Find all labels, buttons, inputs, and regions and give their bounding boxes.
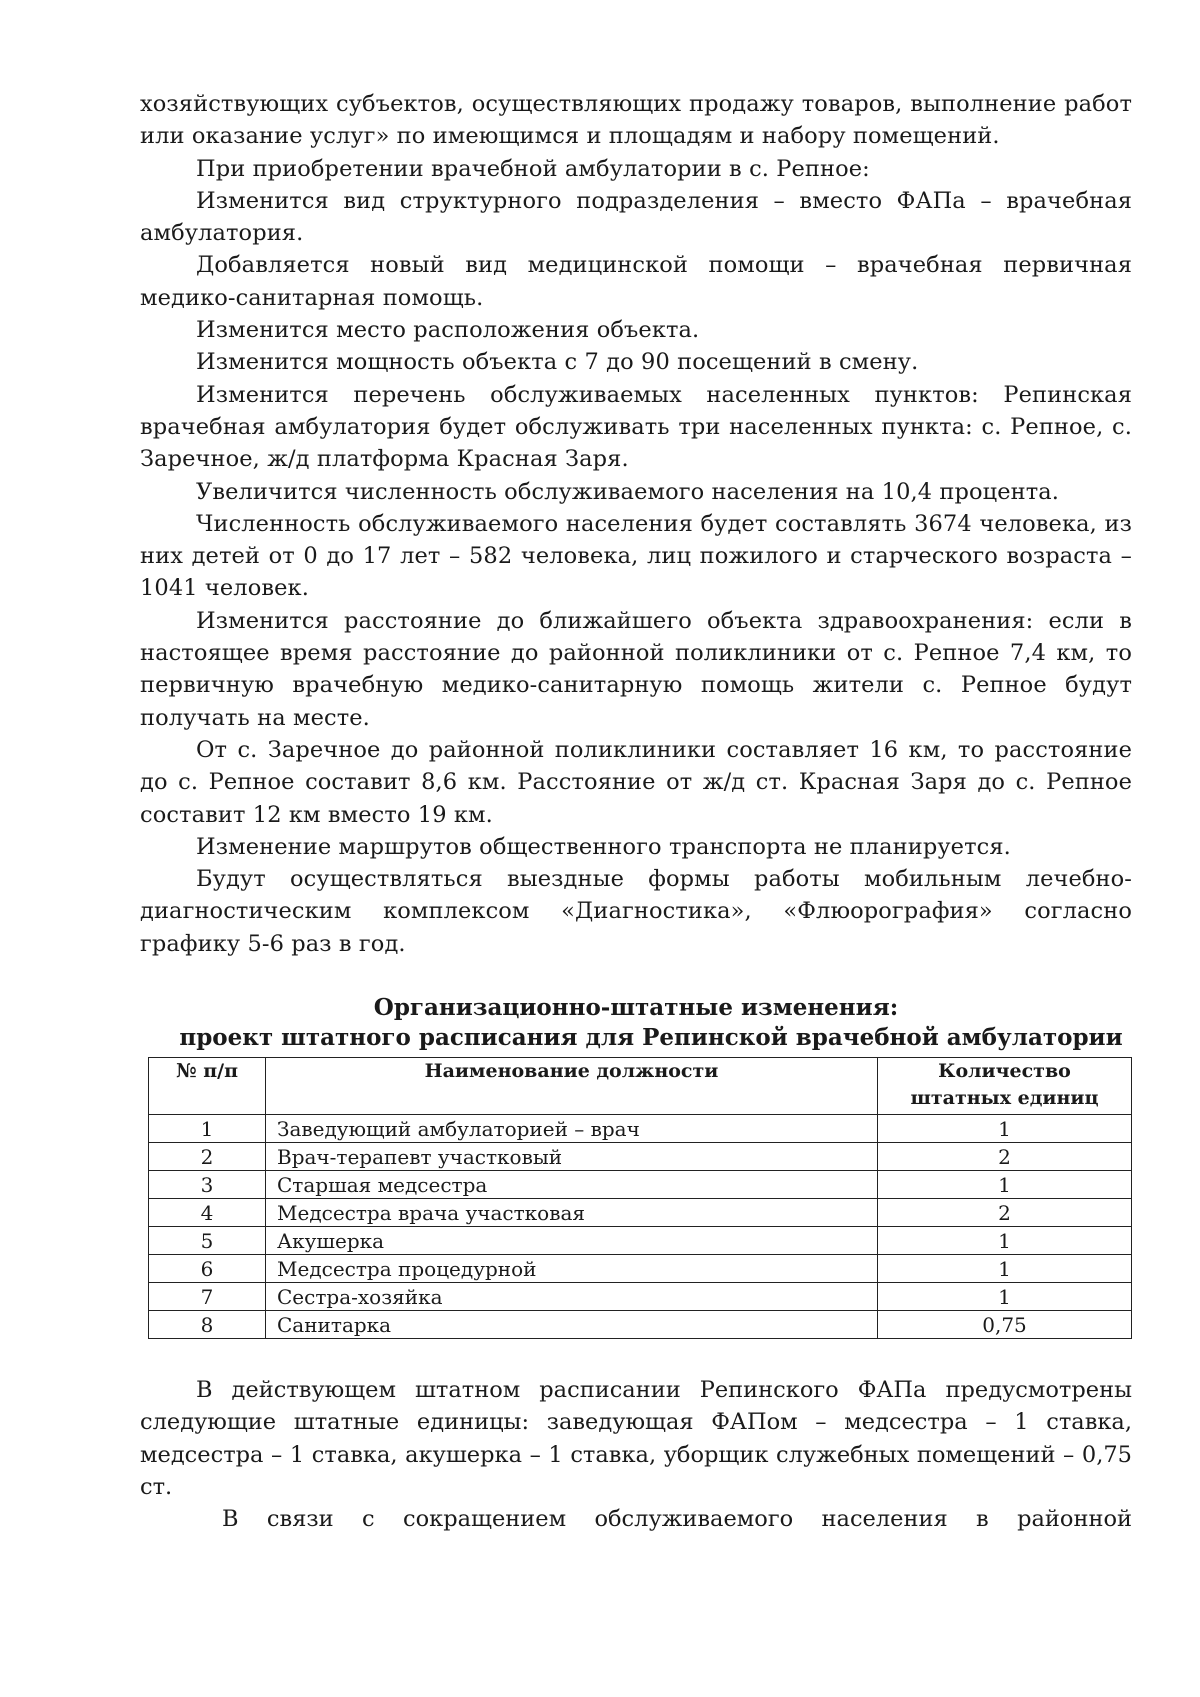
table-row xyxy=(149,1171,1132,1199)
cell-qty: 1 xyxy=(878,1227,1132,1255)
paragraph-5: Изменится место расположения объекта. xyxy=(196,317,700,344)
table-row xyxy=(149,1199,1132,1227)
paragraph-6: Изменится мощность объекта с 7 до 90 посещений в смену. xyxy=(196,349,919,376)
paragraph-4: Добавляется новый вид медицинской помощи – врачебная первичная медико-санитарная помощь. xyxy=(140,252,1132,311)
header-name: Наименование должности xyxy=(266,1058,878,1115)
section-title xyxy=(140,993,1132,1053)
cell-num: 2 xyxy=(149,1143,266,1171)
cell-qty: 2 xyxy=(878,1143,1132,1171)
cell-name: Акушерка xyxy=(266,1227,878,1255)
paragraph-3: Изменится вид структурного подразделения – вместо ФАПа – врачебная амбулатория. xyxy=(140,187,1132,247)
body-text xyxy=(140,88,1132,960)
table-row xyxy=(149,1255,1132,1283)
paragraph-8: Увеличится численность обслуживаемого населения на 10,4 процента. xyxy=(196,478,1060,505)
cell-name: Санитарка xyxy=(266,1311,878,1339)
cell-name: Медсестра процедурной xyxy=(266,1255,878,1283)
table-row xyxy=(149,1227,1132,1255)
cell-name: Старшая медсестра xyxy=(266,1171,878,1199)
cell-num: 5 xyxy=(149,1227,266,1255)
cell-name: Заведующий амбулаторией – врач xyxy=(266,1115,878,1143)
last-line-word: связи xyxy=(266,1506,334,1533)
header-qty: Количество штатных единиц xyxy=(878,1058,1132,1115)
table-row xyxy=(149,1115,1132,1143)
last-line-word: с xyxy=(362,1506,375,1533)
last-line-word: в xyxy=(976,1506,989,1533)
cell-qty: 1 xyxy=(878,1115,1132,1143)
table-row xyxy=(149,1143,1132,1171)
paragraph-10: Изменится расстояние до ближайшего объекта здравоохранения: если в настоящее время расстояние до районной поликлиники от с. Репное 7,4 км, то первичную врачебную медико-санитарную помощь жители с. Репное будут получать на месте. xyxy=(140,607,1132,731)
cell-qty: 1 xyxy=(878,1283,1132,1311)
last-line-word: районной xyxy=(1017,1506,1132,1533)
header-num: № п/п xyxy=(149,1058,266,1115)
staff-table xyxy=(148,1057,1132,1339)
last-line-word: В xyxy=(222,1506,239,1533)
cell-qty: 2 xyxy=(878,1199,1132,1227)
last-line-word: населения xyxy=(821,1506,948,1533)
last-line xyxy=(140,1503,1132,1535)
cell-name: Сестра-хозяйка xyxy=(266,1283,878,1311)
paragraph-2: При приобретении врачебной амбулатории в с. Репное: xyxy=(196,155,870,182)
paragraph-1: хозяйствующих субъектов, осуществляющих продажу товаров, выполнение работ или оказание услуг» по имеющимся и площадям и набору помещений. xyxy=(140,91,1132,150)
cell-num: 1 xyxy=(149,1115,266,1143)
last-line-word: обслуживаемого xyxy=(594,1506,794,1533)
paragraph-13: Будут осуществляться выездные формы работы мобильным лечебно-диагностическим комплексом «Диагностика», «Флюорография» согласно графику 5-6 раз в год. xyxy=(140,866,1132,957)
cell-name: Врач-терапевт участковый xyxy=(266,1143,878,1171)
cell-num: 3 xyxy=(149,1171,266,1199)
closing-text xyxy=(140,1374,1132,1535)
cell-num: 8 xyxy=(149,1311,266,1339)
section-title-line-1: Организационно-штатные изменения: xyxy=(373,994,899,1021)
paragraph-9: Численность обслуживаемого населения будет составлять 3674 человека, из них детей от 0 до 17 лет – 582 человека, лиц пожилого и старческого возраста – 1041 человек. xyxy=(140,510,1132,602)
cell-name: Медсестра врача участковая xyxy=(266,1199,878,1227)
paragraph-12: Изменение маршрутов общественного транспорта не планируется. xyxy=(196,833,1011,860)
section-title-line-2: проект штатного расписания для Репинской врачебной амбулатории xyxy=(179,1024,1123,1051)
cell-num: 6 xyxy=(149,1255,266,1283)
cell-qty: 1 xyxy=(878,1255,1132,1283)
paragraph-7: Изменится перечень обслуживаемых населенных пунктов: Репинская врачебная амбулатория будет обслуживать три населенных пункта: с. Репное, с. Заречное, ж/д платформа Красная Заря. xyxy=(140,381,1132,473)
table-row xyxy=(149,1311,1132,1339)
closing-paragraph: В действующем штатном расписании Репинского ФАПа предусмотрены следующие штатные единицы: заведующая ФАПом – медсестра – 1 ставка, медсестра – 1 ставка, акушерка – 1 ставка, уборщик служебных помещений – 0,75 ст. xyxy=(140,1377,1132,1500)
cell-qty: 0,75 xyxy=(878,1311,1132,1339)
last-line-word: сокращением xyxy=(403,1506,567,1533)
paragraph-11: От с. Заречное до районной поликлиники составляет 16 км, то расстояние до с. Репное составит 8,6 км. Расстояние от ж/д ст. Красная Заря до с. Репное составит 12 км вместо 19 км. xyxy=(140,736,1132,828)
cell-num: 7 xyxy=(149,1283,266,1311)
table-header-row xyxy=(149,1058,1132,1115)
table-row xyxy=(149,1283,1132,1311)
cell-num: 4 xyxy=(149,1199,266,1227)
cell-qty: 1 xyxy=(878,1171,1132,1199)
